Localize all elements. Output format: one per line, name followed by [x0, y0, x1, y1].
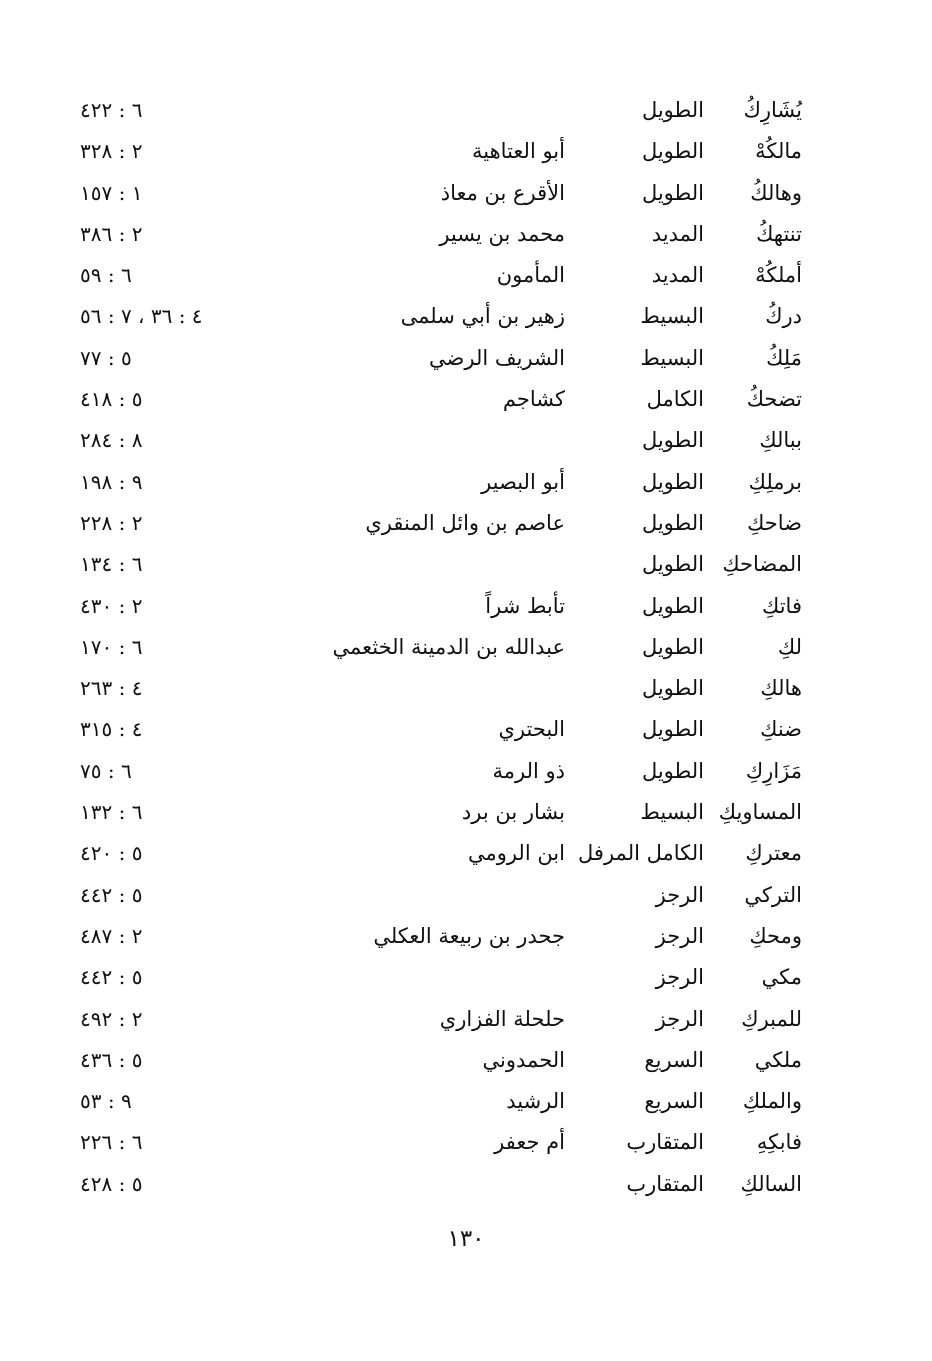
rhyme-word: مكي [761, 965, 802, 990]
table-row [80, 588, 820, 629]
meter-name: الرجز [655, 1006, 704, 1031]
poet-name: تأبط شراً [485, 593, 565, 618]
volume-page-reference: ٦ : ٥٩ [80, 263, 132, 288]
table-row [80, 505, 820, 546]
volume-page-reference: ٢ : ٣٨٦ [80, 221, 143, 246]
meter-name: الكامل [646, 387, 704, 412]
meter-name: الطويل [641, 98, 704, 122]
rhyme-word: لكِ [777, 634, 802, 659]
volume-page-reference: ٨ : ٢٨٤ [80, 428, 143, 453]
rhyme-word: المضاحكِ [722, 552, 802, 577]
meter-name: المديد [651, 221, 704, 246]
poet-name: محمد بن يسير [439, 221, 565, 246]
poet-name: جحدر بن ربيعة العكلي [373, 923, 565, 948]
table-row [80, 835, 820, 876]
volume-page-reference: ٦ : ١٧٠ [80, 634, 143, 659]
meter-name: المديد [651, 263, 704, 288]
meter-name: المتقارب [626, 1130, 704, 1155]
volume-page-reference: ٤ : ٢٦٣ [80, 676, 143, 701]
volume-page-reference: ٩ : ١٩٨ [80, 469, 143, 494]
rhyme-word: السالكِ [740, 1171, 802, 1196]
rhyme-word: مَلِكُ [766, 345, 802, 370]
poet-name: أم جعفر [494, 1130, 565, 1155]
rhyme-word: التركي [744, 882, 802, 907]
volume-page-reference: ٥ : ٤١٨ [80, 387, 143, 412]
table-row [80, 216, 820, 257]
rhyme-word: ومحكِ [749, 923, 802, 948]
table-row [80, 546, 820, 587]
rhyme-word: أملكُهْ [755, 263, 802, 288]
volume-page-reference: ٤ : ٣٦ ، ٧ : ٥٦ [80, 304, 203, 329]
table-row [80, 711, 820, 752]
rhyme-word: فابكِهِ [756, 1130, 802, 1155]
meter-name: الطويل [641, 552, 704, 577]
rhyme-word: ضنكِ [760, 717, 802, 742]
table-row [80, 794, 820, 835]
table-row [80, 340, 820, 381]
meter-name: البسيط [640, 800, 704, 825]
table-row [80, 1124, 820, 1165]
poet-name: حلحلة الفزاري [439, 1006, 565, 1031]
rhyme-word: ببالكِ [759, 428, 802, 453]
meter-name: الرجز [655, 923, 704, 948]
table-row [80, 670, 820, 711]
rhyme-word: للمبركِ [741, 1006, 802, 1031]
volume-page-reference: ٤ : ٣١٥ [80, 717, 143, 742]
verse-index-table [80, 92, 820, 1207]
table-row [80, 92, 820, 133]
poet-name: ابن الرومي [467, 841, 565, 866]
volume-page-reference: ٥ : ٤٤٢ [80, 965, 143, 990]
rhyme-word: وهالكُ [750, 180, 802, 205]
meter-name: الرجز [655, 965, 704, 990]
meter-name: الطويل [641, 634, 704, 659]
table-row [80, 1166, 820, 1207]
rhyme-word: المساويكِ [718, 800, 802, 825]
table-row [80, 381, 820, 422]
meter-name: البسيط [640, 345, 704, 370]
volume-page-reference: ٥ : ٧٧ [80, 345, 132, 370]
volume-page-reference: ٥ : ٤٤٢ [80, 882, 143, 907]
rhyme-word: دركُ [765, 304, 802, 329]
volume-page-reference: ٥ : ٤٣٦ [80, 1047, 143, 1072]
volume-page-reference: ١ : ١٥٧ [80, 180, 143, 205]
meter-name: الطويل [641, 676, 704, 701]
volume-page-reference: ٦ : ١٣٤ [80, 552, 143, 577]
poet-name: البحتري [498, 717, 565, 742]
meter-name: السريع [644, 1047, 704, 1072]
volume-page-reference: ٦ : ٧٥ [80, 758, 132, 783]
poet-name: عاصم بن وائل المنقري [365, 510, 565, 535]
table-row [80, 422, 820, 463]
volume-page-reference: ٢ : ٤٩٢ [80, 1006, 143, 1031]
volume-page-reference: ٥ : ٤٢٠ [80, 841, 143, 866]
volume-page-reference: ٦ : ١٣٢ [80, 800, 143, 825]
poet-name: كشاجم [502, 387, 565, 412]
poet-name: المأمون [496, 263, 565, 288]
rhyme-word: يُشَارِكُ [743, 98, 802, 122]
rhyme-word: تنتهكُ [756, 221, 802, 246]
poet-name: الشريف الرضي [429, 345, 565, 370]
volume-page-reference: ٢ : ٣٢٨ [80, 139, 143, 164]
poet-name: الحمدوني [482, 1047, 565, 1072]
table-row [80, 133, 820, 174]
rhyme-word: فاتكِ [762, 593, 802, 618]
rhyme-word: هالكِ [760, 676, 802, 701]
table-row [80, 918, 820, 959]
meter-name: الرجز [655, 882, 704, 907]
rhyme-word: معتركِ [745, 841, 802, 866]
rhyme-word: والملكِ [742, 1089, 802, 1114]
table-row [80, 464, 820, 505]
rhyme-word: ضاحكِ [747, 510, 802, 535]
table-row [80, 298, 820, 339]
table-row [80, 1083, 820, 1124]
meter-name: الطويل [641, 469, 704, 494]
meter-name: الكامل المرفل [578, 841, 704, 866]
meter-name: السريع [644, 1089, 704, 1114]
table-row [80, 1042, 820, 1083]
table-row [80, 753, 820, 794]
rhyme-word: ملكي [754, 1047, 802, 1072]
meter-name: الطويل [641, 758, 704, 783]
page-number: ١٣٠ [447, 1226, 485, 1252]
poet-name: عبدالله بن الدمينة الخثعمي [332, 634, 565, 659]
rhyme-word: مالكُهْ [755, 139, 802, 164]
poet-name: الأقرع بن معاذ [440, 180, 565, 205]
table-row [80, 877, 820, 918]
poet-name: بشار بن برد [461, 800, 565, 825]
volume-page-reference: ٦ : ٢٢٦ [80, 1130, 143, 1155]
poet-name: أبو العتاهية [472, 139, 565, 164]
volume-page-reference: ٢ : ٤٨٧ [80, 923, 143, 948]
rhyme-word: تضحكُ [746, 387, 802, 412]
meter-name: الطويل [641, 428, 704, 453]
volume-page-reference: ٥ : ٤٢٨ [80, 1171, 143, 1196]
volume-page-reference: ٩ : ٥٣ [80, 1089, 132, 1114]
poet-name: أبو البصير [481, 469, 565, 494]
volume-page-reference: ٢ : ٢٢٨ [80, 510, 143, 535]
table-row [80, 257, 820, 298]
meter-name: المتقارب [626, 1171, 704, 1196]
volume-page-reference: ٦ : ٤٢٢ [80, 98, 143, 122]
table-row [80, 175, 820, 216]
table-row [80, 1001, 820, 1042]
meter-name: الطويل [641, 510, 704, 535]
poet-name: زهير بن أبي سلمى [400, 304, 565, 329]
table-row [80, 629, 820, 670]
poet-name: الرشيد [506, 1089, 565, 1114]
rhyme-word: مَزَارِكِ [745, 758, 802, 783]
table-row [80, 959, 820, 1000]
meter-name: الطويل [641, 593, 704, 618]
meter-name: الطويل [641, 139, 704, 164]
meter-name: الطويل [641, 180, 704, 205]
meter-name: البسيط [640, 304, 704, 329]
rhyme-word: برملِكِ [748, 469, 802, 494]
meter-name: الطويل [641, 717, 704, 742]
poet-name: ذو الرمة [492, 758, 565, 783]
volume-page-reference: ٢ : ٤٣٠ [80, 593, 143, 618]
